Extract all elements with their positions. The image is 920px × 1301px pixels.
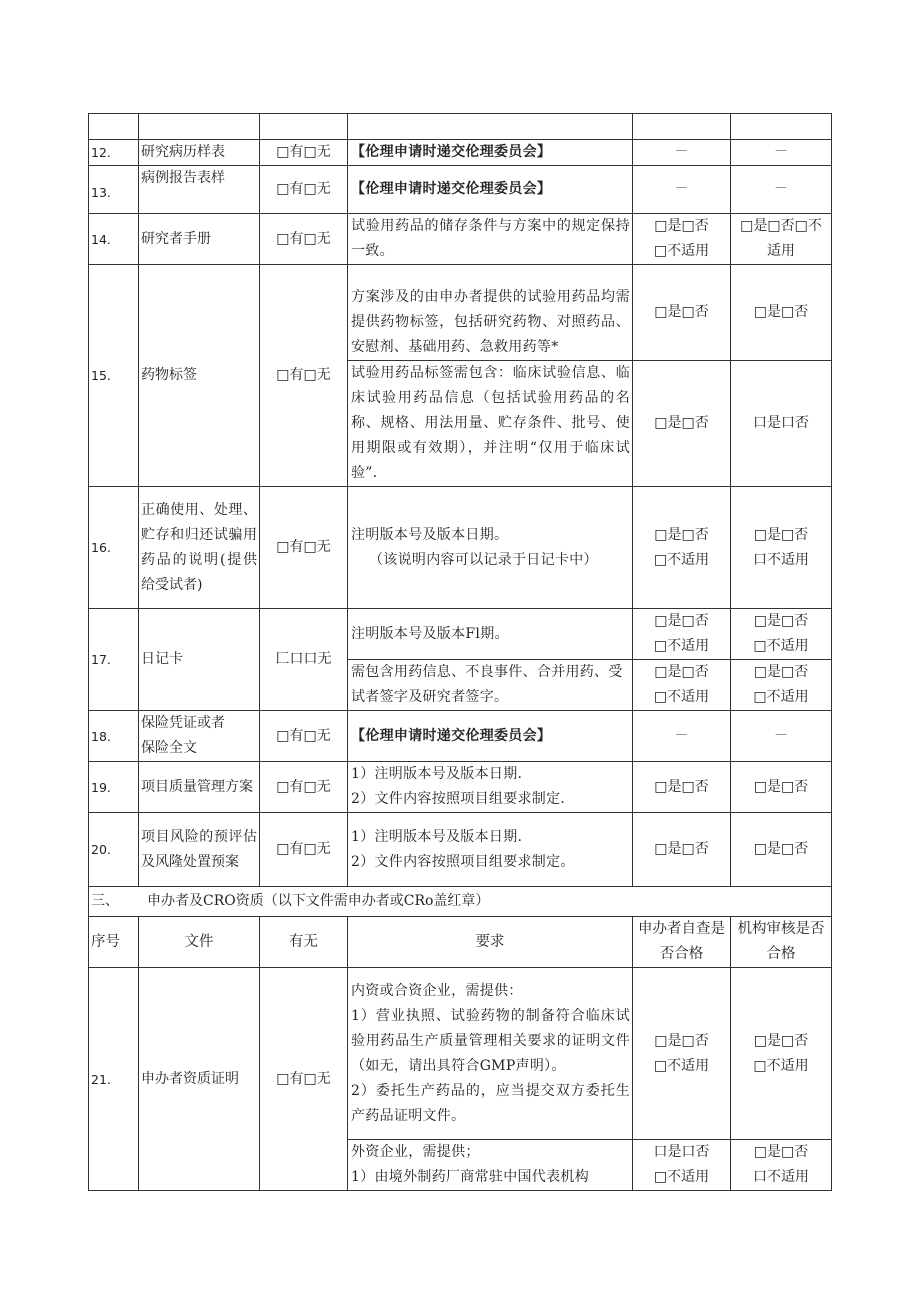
inst-check: － — [731, 711, 832, 762]
has-checkbox[interactable]: □有□无 — [260, 813, 348, 887]
self-check[interactable] — [633, 609, 731, 660]
header-file: 文件 — [139, 917, 260, 968]
table-row — [89, 214, 832, 265]
table-row — [89, 762, 832, 813]
section-heading — [89, 887, 832, 917]
has-checkbox[interactable]: □有□无 — [260, 711, 348, 762]
file-name: 病例报告表样 — [139, 166, 260, 214]
section-number: 三、 — [91, 893, 119, 909]
requirement-line: （该说明内容可以记录于日记卡中） — [369, 551, 598, 568]
file-name: 研究病历样表 — [139, 140, 260, 166]
file-name: 药物标签 — [139, 265, 260, 487]
not-applicable-option[interactable]: □不适用 — [653, 1057, 710, 1074]
header-inst: 机构审核是否合格 — [731, 917, 832, 968]
table-row — [89, 166, 832, 214]
not-applicable-option[interactable]: □不适用 — [753, 689, 809, 705]
self-check[interactable] — [633, 660, 731, 711]
inst-check[interactable]: □是□否 — [731, 265, 832, 361]
not-applicable-option[interactable]: 口不适用 — [753, 551, 809, 568]
has-checkbox[interactable]: □有□无 — [260, 140, 348, 166]
requirement: 方案涉及的由申办者提供的试验用药品均需提供药物标签，包括研究药物、对照药品、安慰剂、基础用药、急救用药等* — [348, 265, 633, 361]
has-checkbox[interactable]: □有□无 — [260, 762, 348, 813]
requirement: 试验用药品标签需包含：临床试验信息、临床试验用药品信息（包括试验用药品的名称、规格、用法用量、贮存条件、批号、使用期限或有效期），并注明“仅用于临床试验”. — [348, 361, 633, 487]
section-title: 申办者及CRO资质（以下文件需申办者或CRo盖红章） — [147, 893, 490, 909]
row-number: 20. — [89, 813, 139, 887]
file-name: 申办者资质证明 — [139, 968, 260, 1191]
file-name: 研究者手册 — [139, 214, 260, 265]
yes-no-option[interactable]: □是□否 — [654, 526, 709, 543]
self-check: － — [633, 140, 731, 166]
yes-no-option[interactable]: □是□否 — [753, 613, 809, 629]
has-checkbox[interactable]: 匚口口无 — [260, 609, 348, 711]
requirement: 需包含用药信息、不良事件、合并用药、受试者签字及研究者签字。 — [348, 660, 633, 711]
row-number: 18. — [89, 711, 139, 762]
table-row — [89, 609, 832, 660]
requirement-line: 注明版本号及版本日期。 — [351, 526, 509, 543]
header-has: 有无 — [260, 917, 348, 968]
requirement-line: 1）营业执照、试验药物的制备符合临床试验用药品生产质量管理相关要求的证明文件（如无，请出具符合GMP声明）。 — [351, 1007, 630, 1074]
table-row — [89, 140, 832, 166]
yes-no-option[interactable]: □是□否 — [654, 664, 709, 680]
row-number: 14. — [89, 214, 139, 265]
file-name: 项目质量管理方案 — [139, 762, 260, 813]
yes-no-option[interactable]: □是□否 — [753, 1144, 809, 1160]
yes-no-option[interactable]: 口是口否 — [653, 1144, 710, 1160]
file-name: 正确使用、处理、贮存和归还试骗用药品的说明(提供给受试者) — [139, 487, 260, 609]
not-applicable-option[interactable]: □不适用 — [653, 551, 710, 568]
not-applicable-option[interactable]: □不适用 — [653, 1169, 710, 1185]
requirement — [348, 968, 633, 1140]
row-number: 17. — [89, 609, 139, 711]
table-row — [89, 114, 832, 140]
requirement-line: 2）文件内容按照项目组要求制定。 — [351, 853, 575, 870]
self-check[interactable] — [633, 487, 731, 609]
yes-no-na-option[interactable]: □是□否□不 — [740, 218, 822, 234]
inst-check[interactable]: □是□否 — [731, 813, 832, 887]
yes-no-option[interactable]: □是□否 — [654, 613, 709, 629]
not-applicable-option[interactable]: □不适用 — [653, 689, 710, 705]
inst-check: － — [731, 166, 832, 214]
inst-check[interactable] — [731, 487, 832, 609]
requirement: 注明版本号及版本Fl期。 — [348, 609, 633, 660]
row-number: 12. — [89, 140, 139, 166]
requirement: 【伦理申请时递交伦理委员会】 — [348, 166, 633, 214]
row-number: 19. — [89, 762, 139, 813]
applicable-text: 适用 — [767, 243, 795, 259]
has-checkbox[interactable]: □有□无 — [260, 265, 348, 487]
header-row — [89, 917, 832, 968]
row-number: 13. — [89, 166, 139, 214]
has-checkbox[interactable]: □有□无 — [260, 214, 348, 265]
requirement: 试验用药品的储存条件与方案中的规定保持一致。 — [348, 214, 633, 265]
file-name — [139, 711, 260, 762]
self-check[interactable]: □是□否 — [633, 762, 731, 813]
row-number: 15. — [89, 265, 139, 487]
self-check[interactable] — [633, 1140, 731, 1191]
not-applicable-option[interactable]: □不适用 — [653, 243, 710, 259]
has-checkbox[interactable]: □有□无 — [260, 166, 348, 214]
requirement: 【伦理申请时递交伦理委员会】 — [348, 140, 633, 166]
requirement — [348, 813, 633, 887]
header-num: 序号 — [89, 917, 139, 968]
header-self: 申办者自查是否合格 — [633, 917, 731, 968]
checklist-table — [88, 113, 831, 1191]
inst-check[interactable]: 口是口否 — [731, 361, 832, 487]
not-applicable-option[interactable]: □不适用 — [653, 638, 710, 654]
inst-check[interactable] — [731, 968, 832, 1140]
table-row — [89, 813, 832, 887]
inst-check[interactable] — [731, 1140, 832, 1191]
inst-check[interactable] — [731, 660, 832, 711]
table-row — [89, 711, 832, 762]
has-checkbox[interactable]: □有□无 — [260, 968, 348, 1191]
not-applicable-option[interactable]: 口不适用 — [753, 1169, 809, 1185]
has-checkbox[interactable]: □有□无 — [260, 487, 348, 609]
file-name-line: 保险全文 — [141, 740, 197, 756]
not-applicable-option[interactable]: □不适用 — [753, 1057, 809, 1074]
file-name: 日记卡 — [139, 609, 260, 711]
yes-no-option[interactable]: □是□否 — [654, 1032, 709, 1049]
self-check: － — [633, 166, 731, 214]
table-row — [89, 265, 832, 361]
yes-no-option[interactable]: □是□否 — [753, 664, 809, 680]
self-check[interactable]: □是□否 — [633, 813, 731, 887]
file-name: 项目风险的预评估及风隆处置预案 — [139, 813, 260, 887]
section-row — [89, 887, 832, 917]
requirement — [348, 487, 633, 609]
inst-check[interactable] — [731, 609, 832, 660]
requirement-line: 2）委托生产药品的，应当提交双方委托生产药品证明文件。 — [351, 1082, 630, 1124]
self-check: － — [633, 711, 731, 762]
requirement-line: 2）文件内容按照项目组要求制定. — [351, 791, 566, 807]
inst-check[interactable]: □是□否 — [731, 762, 832, 813]
inst-check: － — [731, 140, 832, 166]
yes-no-option[interactable]: □是□否 — [654, 218, 709, 234]
row-number: 16. — [89, 487, 139, 609]
header-req: 要求 — [348, 917, 633, 968]
self-check[interactable] — [633, 214, 731, 265]
requirement-line: 1）注明版本号及版本日期. — [351, 766, 523, 782]
self-check[interactable] — [633, 968, 731, 1140]
row-number: 21. — [89, 968, 139, 1191]
table-row — [89, 968, 832, 1140]
requirement-line: 内资或合资企业，需提供： — [351, 982, 523, 999]
requirement-line: 外资企业，需提供； — [351, 1144, 480, 1160]
requirement: 【伦理申请时递交伦理委员会】 — [348, 711, 633, 762]
self-check[interactable]: □是□否 — [633, 361, 731, 487]
self-check[interactable]: □是□否 — [633, 265, 731, 361]
yes-no-option[interactable]: □是□否 — [753, 1032, 809, 1049]
requirement — [348, 762, 633, 813]
file-name-line: 保险凭证或者 — [141, 715, 225, 731]
not-applicable-option[interactable]: □不适用 — [753, 638, 809, 654]
requirement-line: 1）由境外制药厂商常驻中国代表机构 — [351, 1169, 590, 1185]
requirement-line: 1）注明版本号及版本日期. — [351, 828, 523, 845]
requirement — [348, 1140, 633, 1191]
table-row — [89, 487, 832, 609]
yes-no-option[interactable]: □是□否 — [753, 526, 809, 543]
inst-check[interactable] — [731, 214, 832, 265]
